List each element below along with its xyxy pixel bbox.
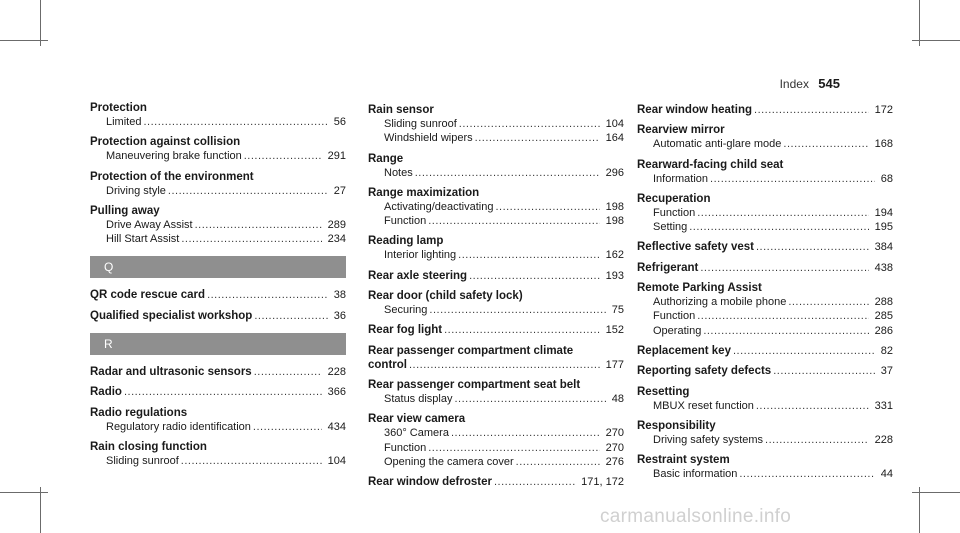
dot-leader (207, 288, 328, 302)
sub-entry-row[interactable] (637, 433, 893, 447)
dot-leader (444, 323, 600, 337)
page-ref: 177 (605, 358, 624, 371)
entry-title: Recuperation (637, 192, 711, 205)
entry-title: Resetting (637, 385, 690, 398)
sub-entry-row[interactable] (90, 149, 346, 163)
index-entry (90, 385, 346, 399)
page-ref: 195 (874, 221, 893, 234)
page-ref: 68 (880, 172, 893, 185)
entry-title-label: Rear window heating (637, 104, 753, 116)
page-ref: 56 (333, 116, 346, 128)
sub-entry-row[interactable] (637, 399, 893, 413)
sub-entry-row[interactable] (90, 454, 346, 468)
page-ref: 162 (605, 249, 624, 262)
sub-entry-label: 360° Camera (384, 427, 449, 440)
dot-leader (788, 295, 868, 309)
index-entry (368, 412, 624, 469)
sub-entry-row[interactable] (368, 455, 624, 469)
crop-mark (0, 492, 48, 493)
entry-title-label: Radar and ultrasonic sensors (90, 366, 252, 379)
entry-title-label: Radio (90, 386, 122, 399)
dot-leader (415, 166, 600, 180)
entry-title: Rear view camera (368, 413, 466, 426)
sub-entry-label: Driving safety systems (653, 433, 764, 446)
sub-entry-row[interactable] (637, 467, 893, 481)
index-entry (90, 170, 346, 198)
index-entry (368, 323, 624, 337)
index-entry (90, 406, 346, 434)
entry-title: Range maximization (368, 186, 480, 199)
index-entry (90, 204, 346, 247)
dot-leader (773, 364, 875, 378)
entry-title-row[interactable] (368, 475, 624, 489)
page-ref: 168 (874, 138, 893, 151)
dot-leader (703, 324, 868, 338)
dot-leader (494, 475, 575, 489)
sub-entry-row[interactable] (90, 420, 346, 434)
dot-leader (783, 137, 868, 151)
header-section: Index (779, 77, 809, 91)
sub-entry-row[interactable] (368, 166, 624, 180)
page-ref: 198 (605, 215, 624, 228)
entry-title-label: Replacement key (637, 344, 731, 357)
dot-leader (739, 467, 874, 481)
index-entry (637, 158, 893, 186)
entry-title-label: Rear fog light (368, 324, 443, 337)
index-entry (90, 101, 346, 129)
page-ref: 172 (874, 104, 893, 116)
dot-leader (143, 115, 327, 129)
page-ref: 434 (327, 420, 346, 433)
sub-entry-label: Function (384, 215, 427, 228)
entry-title-cont-label: control (368, 358, 407, 371)
sub-entry-row[interactable] (90, 232, 346, 246)
entry-title: Restraint system (637, 454, 730, 467)
entry-title: Rearview mirror (637, 124, 725, 137)
sub-entry-label: Opening the camera cover (384, 455, 514, 468)
sub-entry-label: Authorizing a mobile phone (653, 296, 787, 309)
index-entry (368, 344, 624, 372)
crop-mark (0, 40, 48, 41)
dot-leader (428, 214, 599, 228)
entry-title-row[interactable] (637, 364, 893, 378)
page-ref: 289 (327, 218, 346, 231)
index-entry (368, 152, 624, 180)
sub-entry-row[interactable] (368, 426, 624, 440)
sub-entry-label: Basic information (653, 468, 738, 481)
sub-entry-label: MBUX reset function (653, 399, 754, 412)
entry-title: Radio regulations (90, 406, 188, 419)
sub-entry-row[interactable] (368, 214, 624, 228)
entry-title-row[interactable] (368, 269, 624, 283)
entry-title-row[interactable] (368, 323, 624, 337)
index-entry (637, 385, 893, 413)
entry-title-row[interactable] (90, 385, 346, 399)
page-ref: 384 (874, 241, 893, 254)
entry-title-row[interactable] (90, 288, 346, 302)
entry-title-label: Reporting safety defects (637, 365, 772, 378)
entry-title-label: Rear window defroster (368, 476, 492, 489)
sub-entry-row[interactable] (637, 137, 893, 151)
sub-entry-row[interactable] (368, 303, 624, 317)
page-ref: 331 (874, 399, 893, 412)
watermark: carmanualsonline.info (600, 506, 792, 527)
crop-mark (40, 487, 41, 533)
entry-title-row[interactable] (637, 261, 893, 275)
sub-entry-label: Securing (384, 304, 428, 317)
dot-leader (168, 184, 328, 198)
sub-entry-row[interactable] (368, 392, 624, 406)
dot-leader (124, 385, 322, 399)
entry-title: Pulling away (90, 204, 160, 217)
sub-entry-label: Status display (384, 392, 453, 405)
page-ref: 194 (874, 206, 893, 219)
page-ref: 164 (605, 132, 624, 145)
sub-entry-label: Interior lighting (384, 249, 457, 262)
dot-leader (195, 218, 322, 232)
index-entry (637, 281, 893, 338)
dot-leader (429, 303, 605, 317)
dot-leader (516, 455, 600, 469)
index-entry (368, 378, 624, 406)
index-entry (90, 309, 346, 323)
index-letter-heading: Q (90, 256, 346, 278)
page-ref: 152 (605, 324, 624, 337)
sub-entry-row[interactable] (637, 295, 893, 309)
sub-entry-row[interactable] (637, 309, 893, 323)
sub-entry-label: Automatic anti-glare mode (653, 138, 782, 151)
sub-entry-row[interactable] (368, 248, 624, 262)
dot-leader (700, 261, 868, 275)
index-entry (368, 186, 624, 229)
dot-leader (181, 232, 321, 246)
page-ref: 228 (327, 366, 346, 379)
page-ref: 36 (333, 309, 346, 322)
page-ref: 276 (605, 455, 624, 468)
page-ref: 104 (327, 454, 346, 467)
entry-title-label: Refrigerant (637, 261, 699, 274)
entry-title-label: Reflective safety vest (637, 241, 754, 254)
entry-title: Rain sensor (368, 104, 434, 116)
entry-title: Remote Parking Assist (637, 282, 762, 295)
entry-title-row[interactable] (637, 103, 893, 117)
crop-mark (912, 492, 960, 493)
index-entry (637, 261, 893, 275)
index-entry (637, 192, 893, 235)
index-column-3 (637, 103, 893, 487)
sub-entry-label: Hill Start Assist (106, 233, 180, 246)
dot-leader (244, 149, 322, 163)
dot-leader (733, 344, 875, 358)
sub-entry-label: Driving style (106, 184, 166, 197)
dot-leader (459, 117, 600, 131)
index-entry (637, 123, 893, 151)
entry-title: Rear passenger compartment climate (368, 344, 574, 357)
sub-entry-row[interactable] (368, 200, 624, 214)
sub-entry-label: Setting (653, 221, 688, 234)
page-ref: 296 (605, 166, 624, 179)
index-column-1 (90, 101, 346, 474)
sub-entry-row[interactable] (637, 324, 893, 338)
sub-entry-row[interactable] (368, 441, 624, 455)
dot-leader (475, 131, 600, 145)
index-entry (637, 453, 893, 481)
dot-leader (254, 309, 327, 323)
entry-title: Protection (90, 102, 147, 114)
page-ref: 198 (605, 200, 624, 213)
dot-leader (254, 365, 322, 379)
entry-title-label: Rear axle steering (368, 269, 468, 282)
dot-leader (697, 309, 868, 323)
page-ref: 171, 172 (581, 476, 624, 489)
entry-title-row[interactable] (90, 365, 346, 379)
index-entry (368, 103, 624, 146)
sub-entry-label: Limited (106, 116, 142, 128)
page-ref: 234 (327, 233, 346, 246)
entry-title: Protection of the environment (90, 170, 254, 183)
dot-leader (495, 200, 599, 214)
page-ref: 82 (880, 344, 893, 357)
sub-entry-label: Function (384, 441, 427, 454)
page-ref: 286 (874, 324, 893, 337)
page-ref: 285 (874, 310, 893, 323)
entry-title-cont-row[interactable] (368, 358, 624, 372)
dot-leader (756, 399, 869, 413)
sub-entry-label: Drive Away Assist (106, 218, 193, 231)
dot-leader (451, 426, 600, 440)
index-entry (637, 344, 893, 358)
page-ref: 438 (874, 261, 893, 274)
index-entry (637, 364, 893, 378)
sub-entry-label: Sliding sunroof (384, 118, 457, 130)
dot-leader (754, 103, 869, 117)
sub-entry-label: Windshield wipers (384, 132, 473, 145)
index-letter-heading: R (90, 333, 346, 355)
sub-entry-label: Information (653, 172, 709, 185)
entry-title: Rear door (child safety lock) (368, 290, 523, 303)
sub-entry-row[interactable] (368, 117, 624, 131)
page-ref: 291 (327, 150, 346, 163)
dot-leader (428, 441, 599, 455)
dot-leader (181, 454, 322, 468)
index-entry (368, 234, 624, 262)
sub-entry-label: Activating/deactivating (384, 200, 494, 213)
dot-leader (458, 248, 599, 262)
entry-title: Range (368, 152, 404, 165)
sub-entry-row[interactable] (637, 220, 893, 234)
entry-title: Responsibility (637, 419, 716, 432)
page-ref: 270 (605, 427, 624, 440)
page-ref: 37 (880, 365, 893, 378)
entry-title-row[interactable] (637, 344, 893, 358)
entry-title: Rearward-facing child seat (637, 158, 784, 171)
entry-title: Protection against collision (90, 136, 241, 149)
dot-leader (454, 392, 605, 406)
entry-title-label: Qualified specialist workshop (90, 309, 253, 322)
sub-entry-label: Operating (653, 324, 702, 337)
dot-leader (469, 269, 600, 283)
index-entry (368, 289, 624, 317)
sub-entry-row[interactable] (90, 218, 346, 232)
index-entry (637, 419, 893, 447)
entry-title: Reading lamp (368, 235, 444, 248)
sub-entry-label: Sliding sunroof (106, 454, 179, 467)
entry-title-label: QR code rescue card (90, 289, 206, 302)
dot-leader (756, 240, 869, 254)
crop-mark (919, 487, 920, 533)
page-ref: 270 (605, 441, 624, 454)
sub-entry-row[interactable] (368, 131, 624, 145)
index-entry (368, 475, 624, 489)
index-entry (368, 269, 624, 283)
index-entry (90, 288, 346, 302)
index-entry (637, 240, 893, 254)
page-ref: 104 (605, 118, 624, 130)
sub-entry-row[interactable] (90, 184, 346, 198)
page-ref: 27 (333, 184, 346, 197)
entry-title: Rain closing function (90, 440, 207, 453)
page-ref: 193 (605, 269, 624, 282)
dot-leader (409, 358, 600, 372)
page-ref: 48 (611, 392, 624, 405)
page-ref: 228 (874, 433, 893, 446)
sub-entry-label: Maneuvering brake function (106, 150, 242, 163)
dot-leader (765, 433, 869, 447)
sub-entry-row[interactable] (637, 172, 893, 186)
page-ref: 75 (611, 304, 624, 317)
page-ref: 44 (880, 468, 893, 481)
page-header (780, 76, 840, 91)
sub-entry-label: Regulatory radio identification (106, 420, 251, 433)
page-ref: 38 (333, 289, 346, 302)
index-column-2 (368, 103, 624, 495)
page-ref: 366 (327, 386, 346, 399)
crop-mark (912, 40, 960, 41)
dot-leader (710, 172, 875, 186)
entry-title: Rear passenger compartment seat belt (368, 378, 581, 391)
sub-entry-row[interactable] (90, 115, 346, 129)
sub-entry-row[interactable] (637, 206, 893, 220)
index-entry (90, 135, 346, 163)
index-entry (637, 103, 893, 117)
entry-title-row[interactable] (90, 309, 346, 323)
page-ref: 288 (874, 296, 893, 309)
page-number: 545 (818, 76, 840, 91)
index-entry (90, 365, 346, 379)
sub-entry-label: Function (653, 310, 696, 323)
sub-entry-label: Function (653, 206, 696, 219)
dot-leader (697, 206, 868, 220)
entry-title-row[interactable] (637, 240, 893, 254)
dot-leader (253, 420, 322, 434)
dot-leader (689, 220, 868, 234)
index-entry (90, 440, 346, 468)
sub-entry-label: Notes (384, 166, 413, 179)
